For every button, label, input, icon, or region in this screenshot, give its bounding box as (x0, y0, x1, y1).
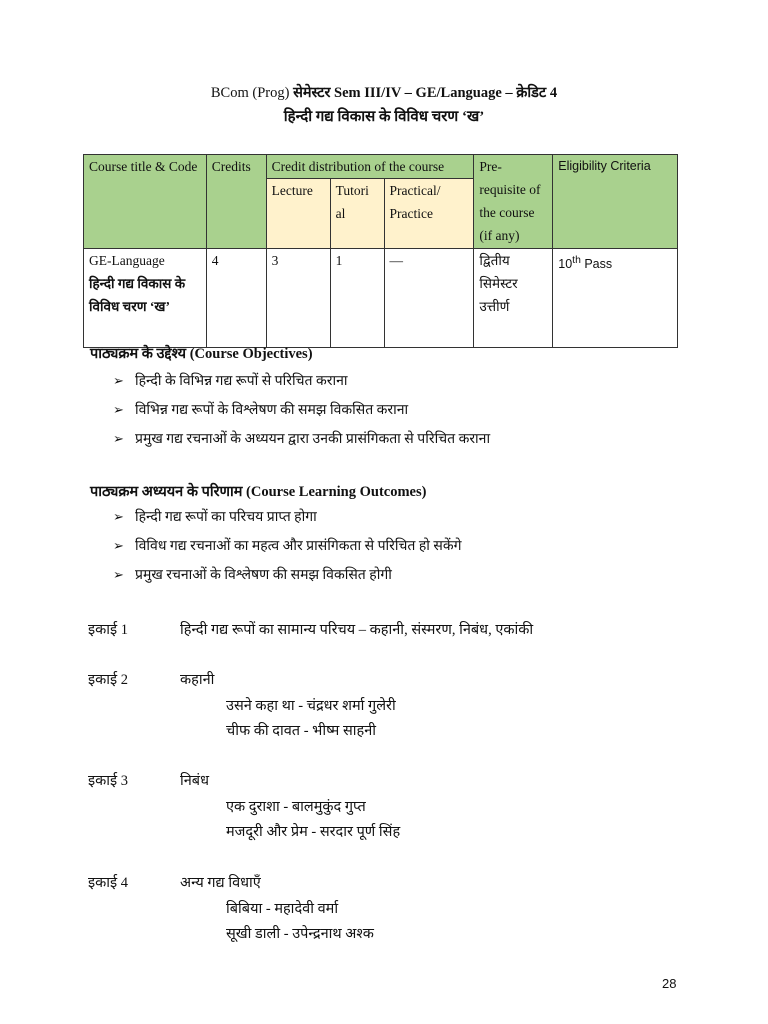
list-item (113, 536, 462, 565)
unit-title: निबंध (180, 773, 209, 789)
outcome-text: प्रमुख रचनाओं के विश्लेषण की समझ विकसित होगी (135, 568, 392, 583)
arrow-bullet-icon: ➢ (113, 402, 124, 417)
unit-title: अन्य गद्य विधाएँ (180, 875, 261, 891)
course-code: GE-Language (89, 253, 165, 268)
list-item (113, 371, 490, 400)
list-item (113, 400, 490, 429)
objectives-heading (90, 343, 313, 363)
unit-label: इकाई 2 (88, 672, 129, 688)
cell-credits: 4 (206, 249, 266, 348)
unit-work: बिबिया - महादेवी वर्मा (226, 901, 339, 917)
header-course-title: Course title & Code (84, 155, 207, 249)
arrow-bullet-icon: ➢ (113, 567, 124, 582)
header-prerequisite: Pre-requisite of the course (if any) (474, 155, 553, 249)
objective-text: हिन्दी के विभिन्न गद्य रूपों से परिचित कराना (135, 374, 348, 389)
page-number: 28 (662, 976, 677, 991)
objective-text: विभिन्न गद्य रूपों के विश्लेषण की समझ विकसित कराना (135, 403, 409, 418)
outcomes-heading-hindi: पाठ्यक्रम अध्ययन के परिणाम (90, 484, 247, 500)
unit-label: इकाई 3 (88, 773, 129, 789)
unit-work: एक दुराशा - बालमुकुंद गुप्त (226, 799, 366, 815)
arrow-bullet-icon: ➢ (113, 431, 124, 446)
outcomes-list (113, 507, 462, 594)
outcomes-heading-english: (Course Learning Outcomes) (246, 484, 427, 500)
cell-practical: — (384, 249, 474, 348)
unit-label: इकाई 4 (88, 875, 129, 891)
header-line-2: हिन्दी गद्य विकास के विविध चरण ‘ख’ (283, 109, 485, 125)
unit-work: चीफ की दावत - भीष्म साहनी (226, 723, 377, 739)
arrow-bullet-icon: ➢ (113, 373, 124, 388)
outcome-text: हिन्दी गद्य रूपों का परिचय प्राप्त होगा (135, 510, 317, 525)
cell-prerequisite: द्वितीय सिमेस्टर उत्तीर्ण (474, 249, 553, 348)
cell-tutorial: 1 (330, 249, 384, 348)
unit-work: सूखी डाली - उपेन्द्रनाथ अश्क (226, 926, 374, 942)
course-title-hindi: हिन्दी गद्य विकास के विविध चरण ‘ख’ (89, 276, 186, 314)
unit-title: कहानी (180, 672, 215, 688)
objectives-heading-hindi: पाठ्यक्रम के उद्देश्य (90, 346, 190, 362)
objective-text: प्रमुख गद्य रचनाओं के अध्ययन द्वारा उनकी प्रासंगिकता से परिचित कराना (135, 432, 491, 447)
header-eligibility: Eligibility Criteria (553, 155, 678, 249)
header-practical: Practical/ Practice (384, 179, 474, 249)
list-item (113, 507, 462, 536)
list-item (113, 429, 490, 458)
header-line-1 (0, 82, 768, 102)
table-row (84, 249, 678, 348)
unit-work: उसने कहा था - चंद्रधर शर्मा गुलेरी (226, 698, 396, 714)
course-table (83, 154, 678, 348)
header-line-1-plain: BCom (Prog) (210, 85, 294, 101)
header-tutorial: Tutori al (330, 179, 384, 249)
objectives-heading-english: (Course Objectives) (189, 346, 313, 362)
outcome-text: विविध गद्य रचनाओं का महत्व और प्रासंगिकता से परिचित हो सकेंगे (135, 539, 462, 554)
unit-work: मजदूरी और प्रेम - सरदार पूर्ण सिंह (226, 824, 401, 840)
outcomes-heading (90, 481, 426, 501)
cell-course (84, 249, 207, 348)
arrow-bullet-icon: ➢ (113, 509, 124, 524)
list-item (113, 565, 462, 594)
eligibility-number: 10 (558, 257, 573, 272)
unit-title: हिन्दी गद्य रूपों का सामान्य परिचय – कहानी, संस्मरण, निबंध, एकांकी (180, 622, 534, 638)
cell-eligibility (553, 249, 678, 348)
objectives-list (113, 371, 490, 458)
header-line-1-bold: सेमेस्टर Sem III/IV – GE/Language – क्रेडिट 4 (293, 85, 558, 101)
table-header-row (84, 155, 678, 179)
eligibility-rest: Pass (580, 257, 613, 272)
cell-lecture: 3 (266, 249, 330, 348)
header-credit-distribution: Credit distribution of the course (266, 155, 474, 179)
header-lecture: Lecture (266, 179, 330, 249)
unit-label: इकाई 1 (88, 622, 129, 638)
eligibility-superscript: th (572, 255, 581, 266)
header-credits: Credits (206, 155, 266, 249)
arrow-bullet-icon: ➢ (113, 538, 124, 553)
